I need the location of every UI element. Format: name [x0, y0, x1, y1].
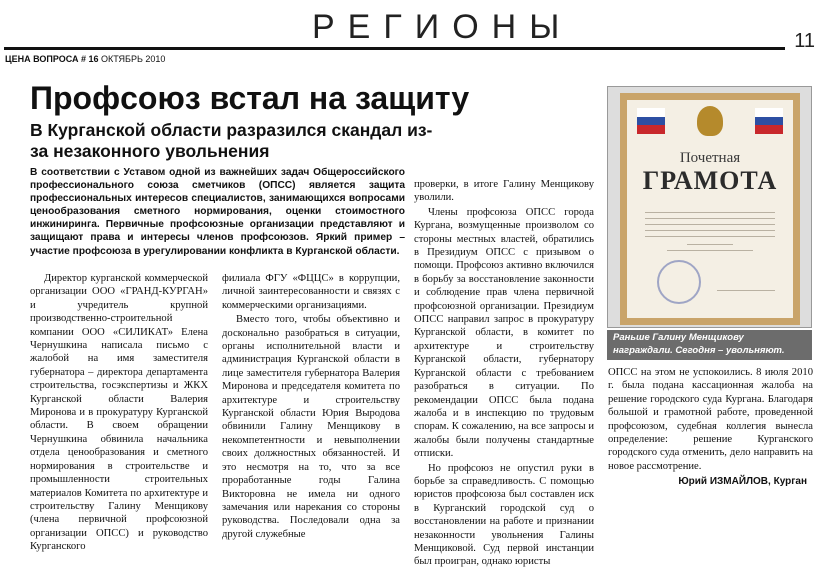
- diploma-text-line: [645, 218, 775, 219]
- page-number: 11: [794, 30, 815, 52]
- column-3: [414, 178, 594, 568]
- diploma-text-line: [667, 250, 753, 251]
- section-title: РЕГИОНЫ: [312, 8, 573, 46]
- issue-name: ЦЕНА ВОПРОСА # 16: [5, 54, 99, 64]
- diploma-text-line: [645, 230, 775, 231]
- col3-paragraph: проверки, в итоге Галину Менщикову уволили.: [414, 179, 594, 204]
- author-signature: Юрий ИЗМАЙЛОВ, Курган: [678, 476, 807, 487]
- diploma-title-small: Почетная: [679, 150, 741, 166]
- seal-icon: [657, 260, 701, 304]
- lead-paragraph: В соответствии с Уставом одной из важнейших задач Общероссийского профессионального союза сметчиков (ОПСС) является защита профессиональных интересов специалистов, занимающихся вопросами ценообразования сметного нормирования, оценки стоимостного инжиниринга. Первичные профсоюзные организации представляют и защищают права и интересы членов профсоюзов. Яркий пример – участие профсоюза в урегулировании конфликта в Курганской области.: [30, 167, 405, 257]
- headline: Профсоюз встал на защиту: [30, 80, 470, 116]
- diploma-sheet: [620, 93, 800, 325]
- col3-paragraph: Члены профсоюза ОПСС города Кургана, возмущенные произволом со стороны местных властей, обратились в Президиум ОПСС с призывом о помощи. Профсоюз активно включился в борьбу за восстановление законности и соблюдение прав члена первичной профсоюзной организации. Президиум ОПСС направил запрос в прокуратуру Курганской области, в комитет по архитектуре и строительству Курганской области, губернатору Курганской области с требованием разобраться в ситуации. По рекомендации ОПСС была подана жалоба и в инспекцию по трудовым спорам. К сожалению, на все запросы и жалобы были получены стандартные отписки.: [414, 206, 594, 460]
- diploma-photo: [607, 86, 812, 328]
- diploma-text-line: [687, 244, 733, 245]
- col3-paragraph: Но профсоюз не опустил руки в борьбе за справедливость. С помощью юристов профсоюза был составлен иск в Курганский городской суд о восстановлении на работе и признании незаконности увольнения Галины Менщиковой. Суд первой инстанции был проигран, однако юристы: [414, 462, 594, 568]
- issue-month: ОКТЯБРЬ 2010: [101, 54, 166, 64]
- column-2: [222, 272, 400, 540]
- flag-right-icon: [755, 108, 783, 134]
- col1-paragraph: Директор курганской коммерческой организации ООО «ГРАНД-КУРГАН» и учредитель крупной производственно-строительной компании ООО «СИЛИКАТ» Елена Чернушкина написала письмо с жалобой на имя заместителя губернатора – директора департамента строительства, госэкспертизы и ЖКХ Курганской области Валерия Миронова и в прокуратуру Курганской области. В своем обращении Чернушкина обвинила начальника отдела ценообразования и сметного нормирования в строительстве и промышленности строительных материалов Комитета по архитектуре и строительству Галину Менщикову (члена первичной профсоюзной организации ОПСС) и руководство Курганского: [30, 273, 208, 553]
- diploma-text-line: [645, 224, 775, 225]
- issue-line: [5, 54, 165, 64]
- col2-paragraph: филиала ФГУ «ФЦЦС» в коррупции, личной заинтересованности и связях с коммерческими организациями.: [222, 273, 400, 311]
- emblem-icon: [697, 106, 723, 136]
- col4-paragraph: ОПСС на этом не успокоились. 8 июля 2010 г. была подана кассационная жалоба на решение городского суда Кургана. Благодаря большой и грамотной работе, проведенной профсоюзом, судебная коллегия вынесла определение: решение Курганского городского суда отменить, дело направить на новое рассмотрение.: [608, 367, 813, 472]
- header-rule: [4, 47, 785, 50]
- subhead: В Курганской области разразился скандал из-за незаконного увольнения: [30, 120, 433, 161]
- diploma-text-line: [645, 212, 775, 213]
- column-4: [608, 366, 813, 476]
- photo-caption: Раньше Галину Менщикову награждали. Сегодня – увольняют.: [607, 330, 812, 360]
- diploma-text-line: [645, 236, 775, 237]
- flag-left-icon: [637, 108, 665, 134]
- col2-paragraph: Вместо того, чтобы объективно и досконально разобраться в ситуации, органы исполнительной власти и администрация Курганской области в лице заместителя губернатора Валерия Миронова и председателя комитета по архитектуре и строительству Курганской области Юрия Выродова обвинили Галину Менщикову в некомпетентности и невыполнении своих должностных обязанностей. И это несмотря на то, что за все проработанные годы Галина Викторовна не имела ни одного замечания или нарекания со стороны руководства. Последовали одна за другой служебные: [222, 314, 400, 540]
- diploma-text-line: [717, 290, 775, 291]
- diploma-title-big: ГРАМОТА: [642, 166, 778, 195]
- column-1: [30, 272, 208, 553]
